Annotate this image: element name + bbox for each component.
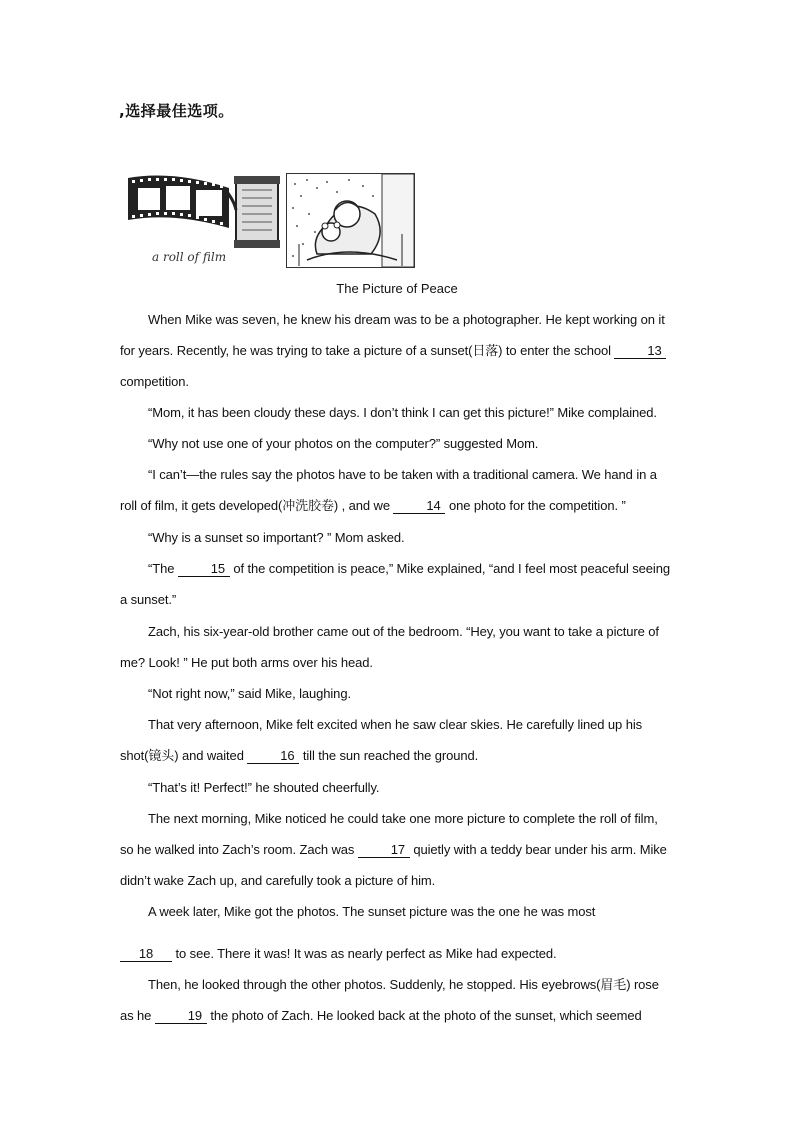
paragraph-text: Then, he looked through the other photos. Suddenly, he stopped. His eyebrows(眉毛) rose as he [120, 977, 659, 1023]
passage-title: The Picture of Peace [336, 281, 458, 296]
paragraph-text: “I can’t—the rules say the photos have to be taken with a traditional camera. We hand in a roll of film, it gets developed(冲洗胶卷) , and we [120, 467, 657, 513]
paragraph-text: “The [148, 561, 178, 576]
paragraph-text: The next morning, Mike noticed he could take one more picture to complete the roll of film, so he walked into Zach’s room. Zach was [120, 811, 658, 857]
paragraph-text-after: the photo of Zach. He looked back at the photo of the sunset, which seemed [206, 1008, 642, 1023]
paragraph [120, 459, 672, 521]
paragraph-text-after: quietly with a teddy bear under his arm. Mike didn’t wake Zach up, and carefully took a picture of him. [120, 842, 667, 888]
paragraph [120, 938, 672, 969]
paragraph [120, 709, 672, 771]
paragraph-text-after: one photo for the competition. ” [445, 498, 626, 513]
paragraph-text-after: till the sun reached the ground. [299, 748, 479, 763]
paragraph [120, 772, 672, 803]
paragraph [120, 428, 672, 459]
paragraph [120, 553, 672, 615]
paragraph [120, 397, 672, 428]
blank-19: 19 [155, 1008, 207, 1024]
paragraph-text: “Why is a sunset so important? ” Mom asked. [148, 530, 405, 545]
paragraph [120, 969, 672, 1031]
paragraph-text: A week later, Mike got the photos. The sunset picture was the one he was most [148, 904, 596, 919]
blank-18: 18 [120, 946, 172, 962]
illustrations [124, 170, 424, 270]
blank-16: 16 [247, 748, 299, 764]
film-caption: a roll of film [152, 250, 227, 264]
instruction-heading: ,选择最佳选项。 [119, 102, 234, 120]
paragraph [120, 304, 672, 397]
paragraph-text: Zach, his six-year-old brother came out of the bedroom. “Hey, you want to take a picture of me? Look! ” He put both arms over his head. [120, 624, 659, 670]
blank-14: 14 [393, 498, 445, 514]
paragraph-text: “Why not use one of your photos on the computer?” suggested Mom. [148, 436, 539, 451]
paragraph-text: “That’s it! Perfect!” he shouted cheerfully. [148, 780, 380, 795]
paragraph-text: That very afternoon, Mike felt excited when he saw clear skies. He carefully lined up his shot(镜头) and waited [120, 717, 643, 763]
paragraph [120, 522, 672, 553]
paragraph-text: “Mom, it has been cloudy these days. I don’t think I can get this picture!” Mike complained. [148, 405, 657, 420]
paragraph [120, 803, 672, 896]
paragraph-text: When Mike was seven, he knew his dream was to be a photographer. He kept working on it for years. Recently, he was trying to take a picture of a sunset(日落) to enter the school [120, 312, 665, 358]
film-roll-illustration [124, 170, 284, 268]
blank-13: 13 [614, 343, 666, 359]
paragraph-text-after: of the competition is peace,” Mike explained, “and I feel most peaceful seeing a sunset.” [120, 561, 670, 607]
blank-17: 17 [358, 842, 410, 858]
paragraph [120, 896, 672, 927]
blank-15: 15 [178, 561, 230, 577]
paragraph-text-after: competition. [120, 374, 189, 389]
paragraph [120, 678, 672, 709]
paragraph-text: “Not right now,” said Mike, laughing. [148, 686, 351, 701]
sleeping-boy-illustration [286, 173, 415, 268]
paragraph-text-after: to see. There it was! It was as nearly perfect as Mike had expected. [172, 946, 557, 961]
paragraph [120, 616, 672, 678]
